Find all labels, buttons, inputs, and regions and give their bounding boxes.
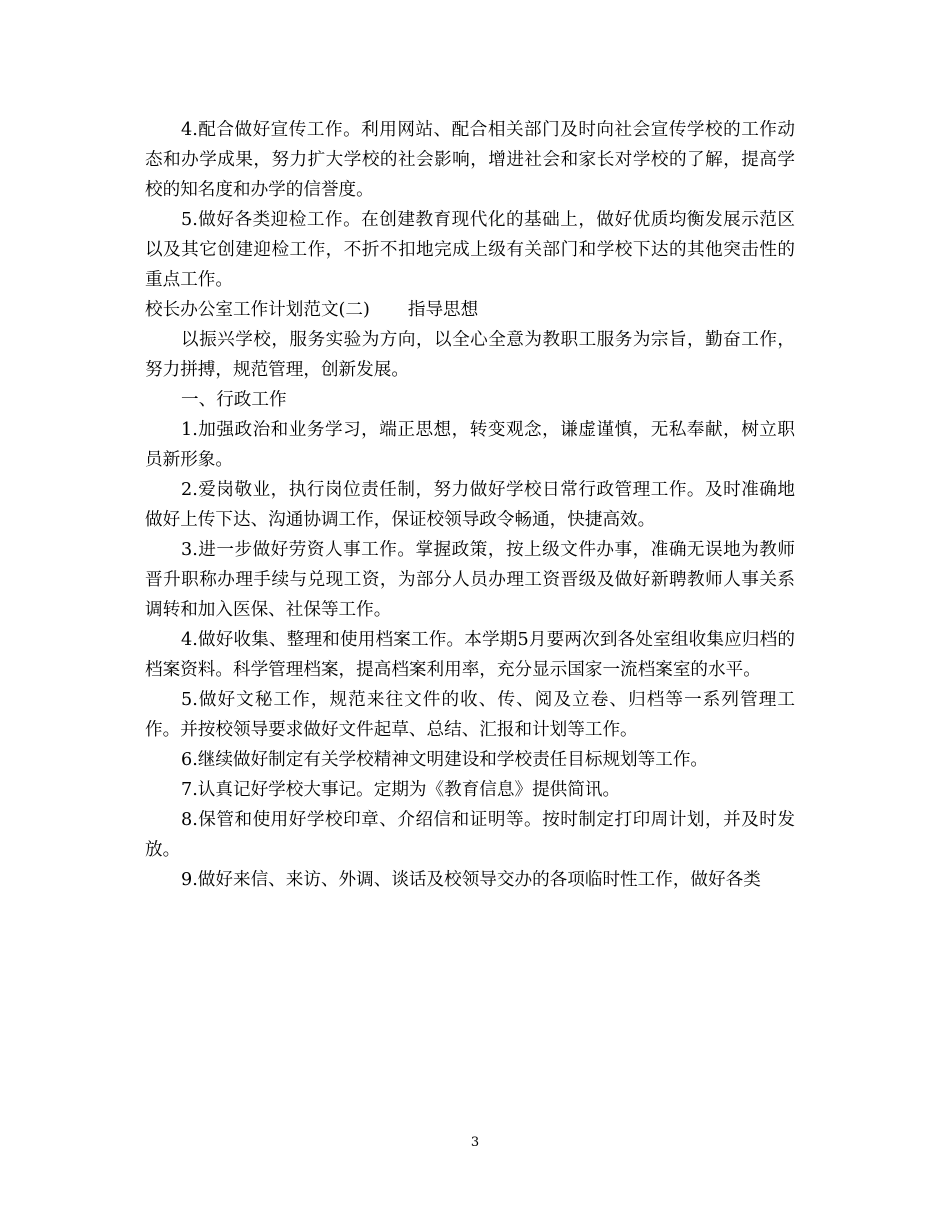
list-item: 4.做好收集、整理和使用档案工作。本学期5月要两次到各处室组收集应归档的档案资料。科学管理档案，提高档案利用率，充分显示国家一流档案室的水平。	[145, 630, 795, 680]
section-title: 校长办公室工作计划范文(二)	[145, 300, 370, 320]
list-item: 9.做好来信、来访、外调、谈话及校领导交办的各项临时性工作，做好各类	[181, 870, 761, 890]
list-item: 2.爱岗敬业，执行岗位责任制，努力做好学校日常行政管理工作。及时准确地做好上传下达、沟通协调工作，保证校领导政令畅通，快捷高效。	[145, 480, 795, 530]
page-number: 3	[470, 1135, 480, 1150]
document-body	[145, 115, 795, 895]
list-item: 5.做好文秘工作，规范来往文件的收、传、阅及立卷、归档等一系列管理工作。并按校领导要求做好文件起草、总结、汇报和计划等工作。	[145, 690, 795, 740]
paragraph: 以振兴学校，服务实验为方向，以全心全意为教职工服务为宗旨，勤奋工作，努力拼搏，规范管理，创新发展。	[145, 330, 795, 380]
list-item: 3.进一步做好劳资人事工作。掌握政策，按上级文件办事，准确无误地为教师晋升职称办理手续与兑现工资，为部分人员办理工资晋级及做好新聘教师人事关系调转和加入医保、社保等工作。	[145, 540, 795, 620]
paragraph: 5.做好各类迎检工作。在创建教育现代化的基础上，做好优质均衡发展示范区以及其它创建迎检工作，不折不扣地完成上级有关部门和学校下达的其他突击性的重点工作。	[145, 210, 795, 290]
list-item: 7.认真记好学校大事记。定期为《教育信息》提供简讯。	[181, 780, 621, 800]
section-heading	[145, 295, 795, 325]
list-item: 8.保管和使用好学校印章、介绍信和证明等。按时制定打印周计划，并及时发放。	[145, 810, 795, 860]
paragraph: 4.配合做好宣传工作。利用网站、配合相关部门及时向社会宣传学校的工作动态和办学成果，努力扩大学校的社会影响，增进社会和家长对学校的了解，提高学校的知名度和办学的信誉度。	[145, 120, 795, 200]
list-item: 6.继续做好制定有关学校精神文明建设和学校责任目标规划等工作。	[181, 750, 709, 770]
section-subheading: 一、行政工作	[181, 390, 287, 410]
list-item: 1.加强政治和业务学习，端正思想，转变观念，谦虚谨慎，无私奉献，树立职员新形象。	[145, 420, 795, 470]
section-subtitle: 指导思想	[407, 300, 479, 320]
